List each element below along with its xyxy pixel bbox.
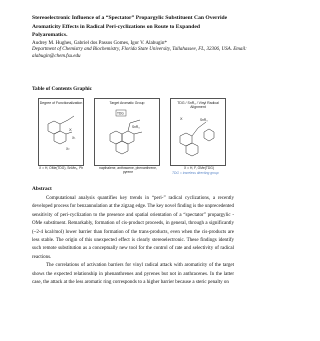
toc-graphic [38,98,224,178]
toc-tdg-note: TDG = traceless directing group [172,171,219,175]
toc-box2-caption: napthalene, anthracene, phenanthrene, pyrene [99,166,157,174]
toc-label-x: X [69,127,72,132]
abstract-heading: Abstract [32,186,52,192]
toc-box3-title: TDG / SnR₃ / Vinyl Radical Alignment [177,101,219,110]
toc-box3-caption: X = H, F, OMe(TDG) [184,166,214,170]
toc-structure-2 [100,106,154,162]
toc-heading: Table of Contents Graphic [32,86,92,92]
toc-structure-1 [42,112,80,152]
abstract-paragraph-2: The correlations of activation barriers for vinyl radical attack with aromaticity of the target shows the expected relationship in phenanthrenes and pyrenes but not in anthracenes. In the latter case, the attack at the less aromatic ring corresponds to a higher barrier because a steric penalty on [32,263,234,286]
toc-label-x2: X² [66,147,70,151]
author-list: Audrey M. Hughes, Gabriel dos Passos Gomes, Igor V. Alabugin* [32,40,167,46]
affiliation: Department of Chemistry and Biochemistry, Florida State University, Tallahassee, FL, 32306, USA. Email: alabugin@chem.fsu.edu [32,47,247,59]
toc-structure-3 [174,112,222,158]
toc-label-snr3-box2: SnR₃ [132,125,140,129]
paper-title: Stereoelectronic Influence of a “Spectator” Propargylic Substituent Can Override Aromaticity Effects in Radical Peri-cyclizations on Route to Expanded Polyaromatics. [32,15,228,39]
toc-label-snr3-box3: SnR₃ [200,118,208,122]
toc-label-x-box3: X [180,117,183,121]
toc-label-x1: X¹ [72,136,76,140]
toc-box2-title: Target Aromatic Group [109,101,145,105]
abstract-paragraph-1: Computational analysis quantifies key trends in “peri-” radical cyclizations, a recently developed process for benzannulation at the zigzag edge. The key novel finding is the unprecedented sensitivity of peri-cyclization to the presence and spatial orientation of a “spectator” propargylic -OMe substituent. Remarkably, formation of cis-product proceeds, in general, through a significantly (~2-4 kcal/mol) lower barrier than formation of the trans-products, even when the cis-products are less stable. The origin of this unexpected effect is clearly stereoelectronic. These findings identify such remote substitution as a conceptually new tool for the control of rate and selectivity of radical reactions. [32,196,234,260]
abstract-body [32,195,234,287]
toc-label-tdg-box2: TDG [117,111,124,116]
toc-box1-caption: X = H, OMe(TDG), SnMe₃, Ph [39,166,84,170]
toc-box1-title: Degree of Functionalization [39,101,83,105]
